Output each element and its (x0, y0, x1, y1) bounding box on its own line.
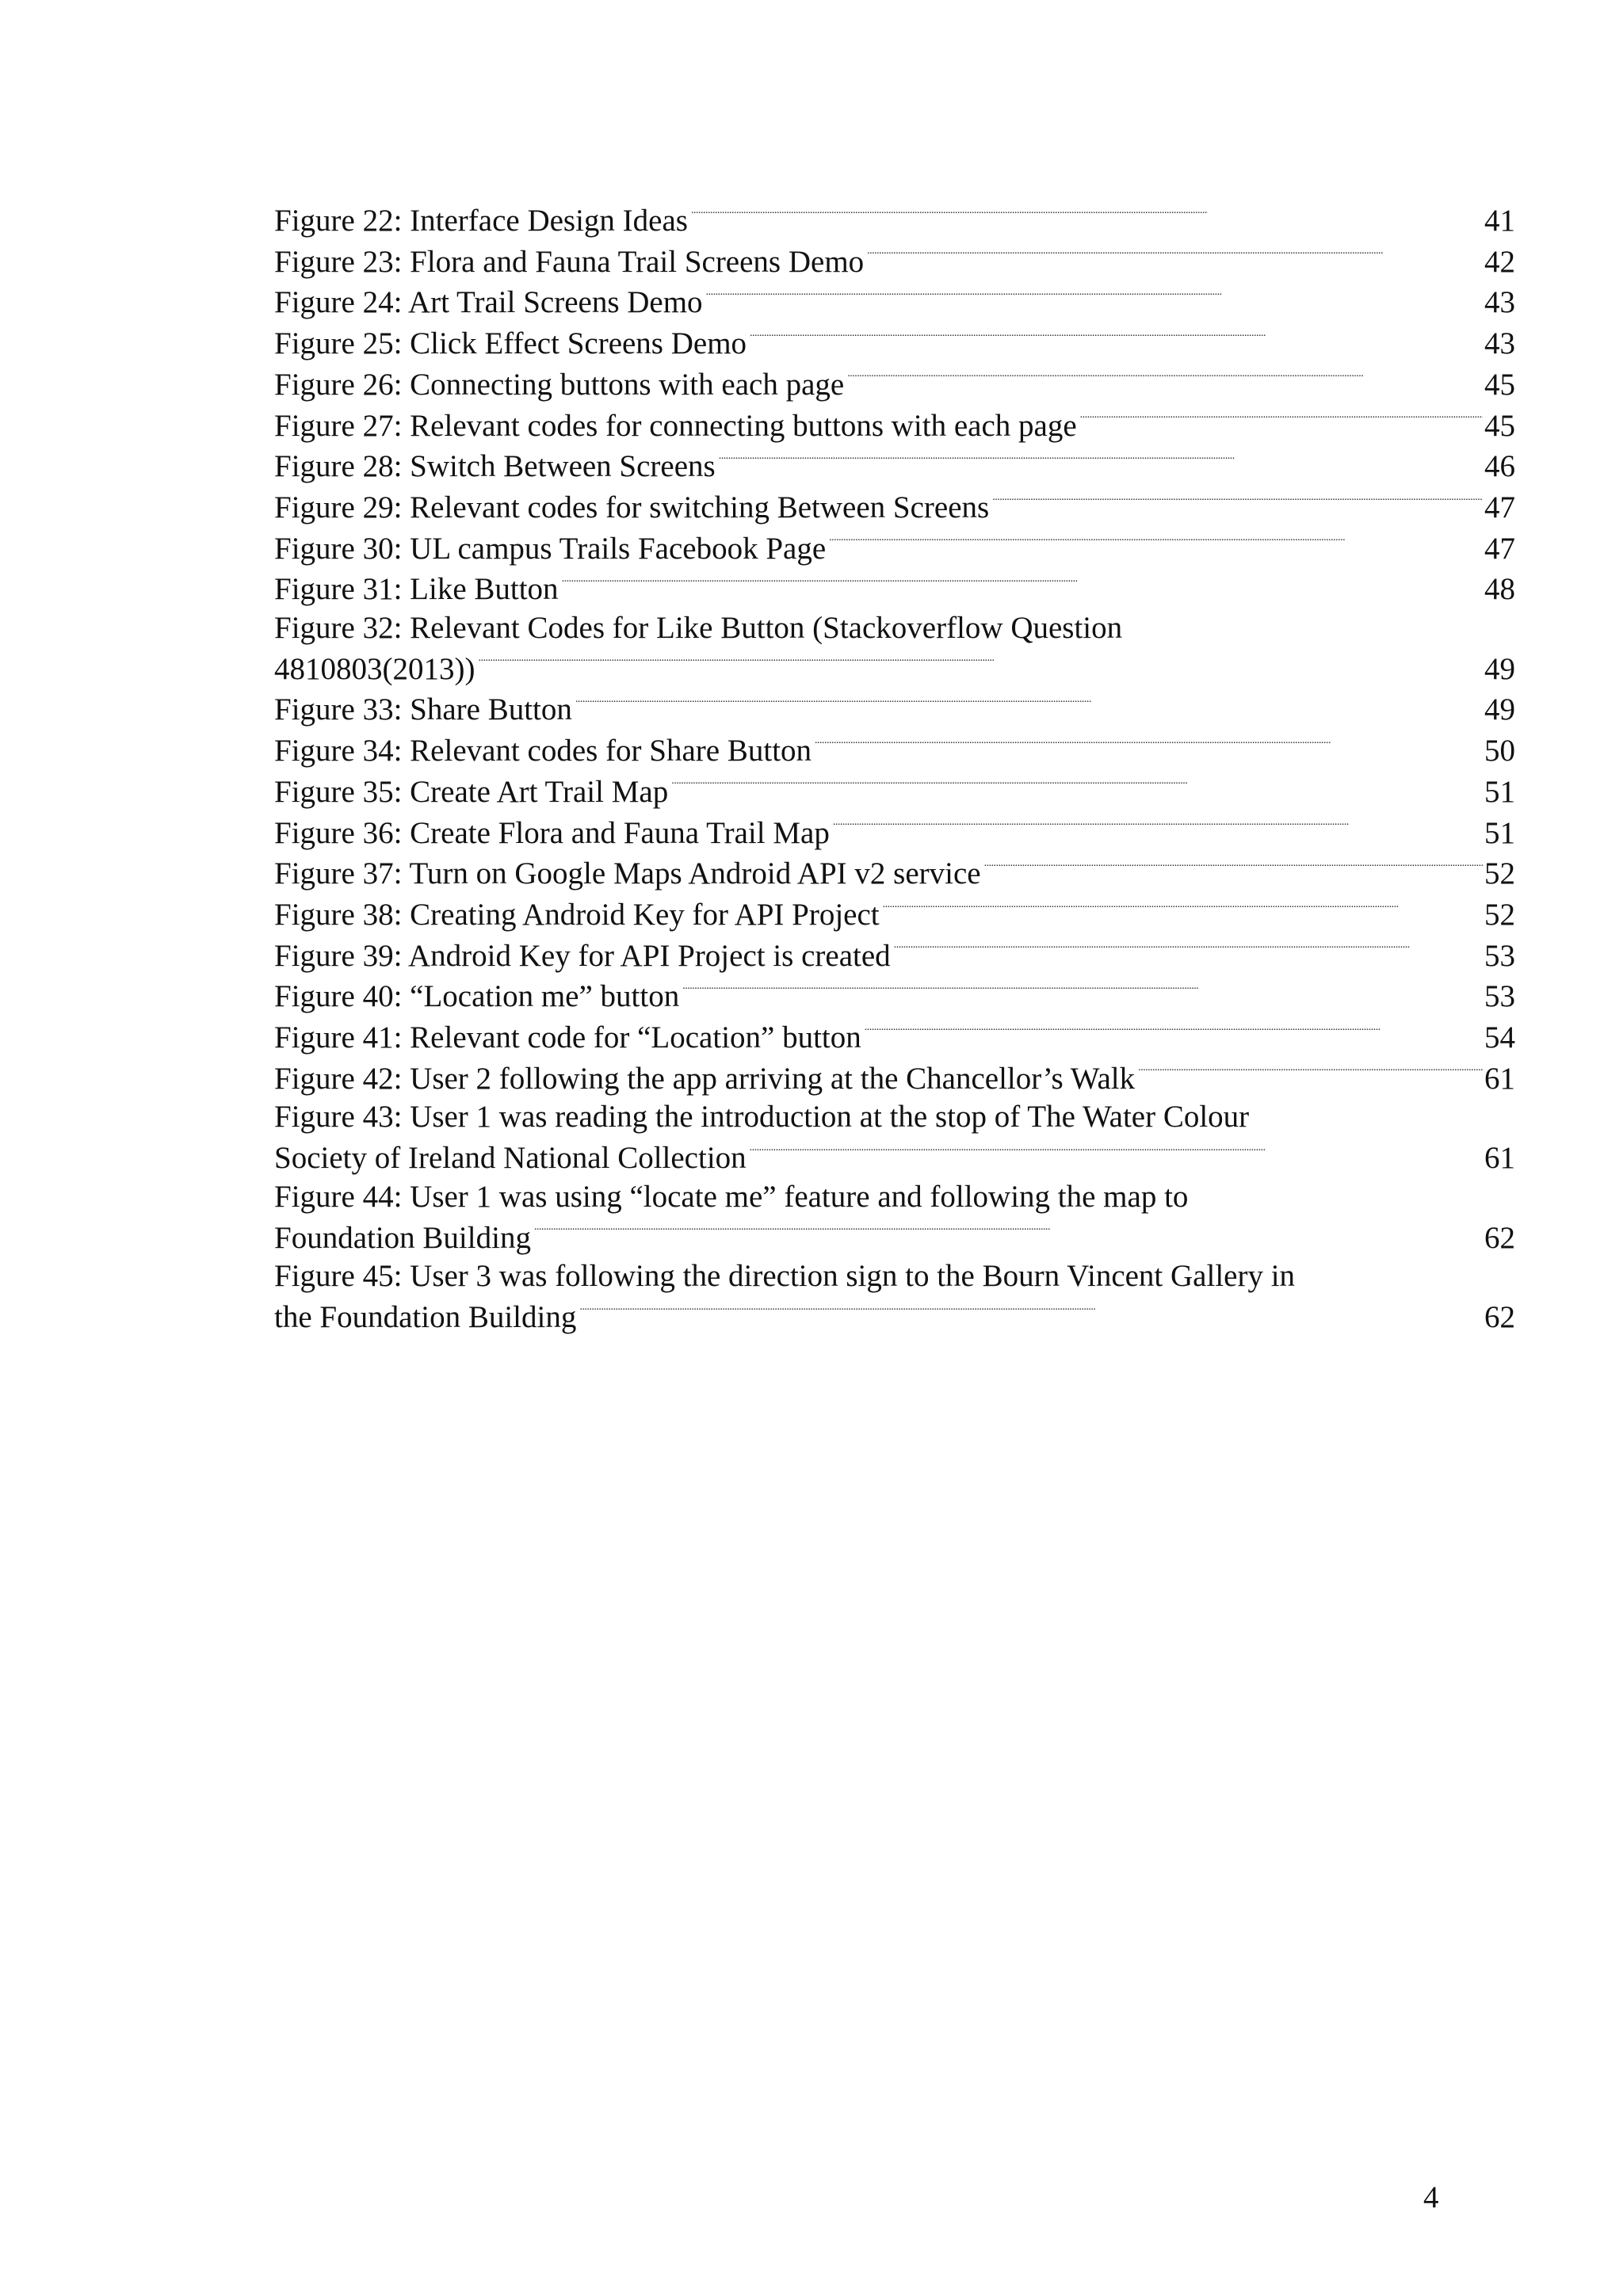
figure-entry (274, 1058, 1515, 1099)
figure-entry-row[interactable] (274, 445, 1515, 486)
figure-entry-title: Figure 24: Art Trail Screens Demo (274, 285, 703, 320)
dot-leader (883, 894, 1483, 925)
figure-entry-page: 47 (1484, 531, 1515, 566)
figure-entry-page: 62 (1484, 1220, 1515, 1255)
figure-entry-row[interactable] (274, 852, 1515, 894)
figure-entry (274, 609, 1515, 688)
dot-leader (671, 771, 1483, 802)
figure-entry-title: 4810803(2013)) (274, 651, 475, 686)
figure-entry-row[interactable] (274, 405, 1515, 446)
dot-leader (992, 486, 1483, 517)
figure-entry-row[interactable] (274, 281, 1515, 322)
dot-leader (1138, 1058, 1483, 1089)
figure-entry-title: Figure 39: Android Key for API Project is created (274, 938, 891, 973)
figure-entry-title: Society of Ireland National Collection (274, 1141, 747, 1176)
figure-entry-page: 53 (1484, 979, 1515, 1014)
figure-entry-page: 48 (1484, 572, 1515, 607)
dot-leader (750, 1137, 1483, 1168)
figure-entry-page: 54 (1484, 1020, 1515, 1055)
figure-entry-title: Figure 36: Create Flora and Fauna Trail Map (274, 815, 830, 850)
figure-entry-row[interactable] (274, 771, 1515, 812)
figure-entry (274, 771, 1515, 812)
dot-leader (478, 648, 1483, 679)
figure-entry-title: Figure 23: Flora and Fauna Trail Screens Demo (274, 244, 865, 279)
figure-entry (274, 445, 1515, 486)
figure-entry-page: 51 (1484, 815, 1515, 850)
figure-entry-row[interactable] (274, 688, 1515, 730)
dot-leader (575, 688, 1483, 719)
figure-entry-row[interactable] (274, 1016, 1515, 1058)
figure-entry (274, 688, 1515, 730)
figure-entry-title: Figure 29: Relevant codes for switching Between Screens (274, 490, 990, 524)
dot-leader (1080, 405, 1483, 436)
figure-entry-title: the Foundation Building (274, 1299, 577, 1334)
figure-entry-page: 47 (1484, 490, 1515, 524)
figure-entry (274, 486, 1515, 528)
figure-entry-page: 61 (1484, 1061, 1515, 1096)
figure-entry-page: 49 (1484, 651, 1515, 686)
figure-entry-title: Figure 42: User 2 following the app arriving at the Chancellor’s Walk (274, 1061, 1136, 1096)
figure-entry-title: Figure 22: Interface Design Ideas (274, 204, 688, 238)
figure-entry (274, 322, 1515, 364)
figure-entry-title: Figure 31: Like Button (274, 572, 559, 607)
figure-entry (274, 528, 1515, 569)
figure-entry-title: Figure 41: Relevant code for “Location” button (274, 1020, 861, 1055)
figure-entry-title: Figure 40: “Location me” button (274, 979, 680, 1014)
figure-entry-title: Figure 28: Switch Between Screens (274, 449, 716, 484)
figure-entry-page: 52 (1484, 897, 1515, 932)
figure-entry-page: 53 (1484, 938, 1515, 973)
figure-entry (274, 894, 1515, 935)
figure-entry-page: 61 (1484, 1141, 1515, 1176)
figure-entry-title: Figure 33: Share Button (274, 692, 572, 727)
dot-leader (833, 812, 1483, 843)
figure-entry (274, 568, 1515, 609)
figure-entry-row[interactable] (274, 486, 1515, 528)
figure-entry-row[interactable] (274, 241, 1515, 282)
dot-leader (867, 241, 1483, 272)
figure-entry-page: 51 (1484, 774, 1515, 809)
figure-entry-title-line: Figure 43: User 1 was reading the introduction at the stop of The Water Colour (274, 1100, 1250, 1135)
figure-entry-row[interactable] (274, 364, 1515, 405)
figure-entry-title: Foundation Building (274, 1220, 531, 1255)
figure-entry (274, 1016, 1515, 1058)
dot-leader (579, 1296, 1483, 1327)
dot-leader (682, 975, 1483, 1006)
figure-entry-row[interactable] (274, 1296, 1515, 1337)
figure-entry-page: 45 (1484, 408, 1515, 443)
dot-leader (750, 322, 1483, 353)
dot-leader (691, 200, 1483, 231)
figure-entry (274, 241, 1515, 282)
dot-leader (984, 852, 1483, 883)
figure-entry-page: 45 (1484, 367, 1515, 402)
dot-leader (894, 935, 1483, 966)
dot-leader (706, 281, 1483, 312)
figure-entry-row[interactable] (274, 1137, 1515, 1178)
figure-entry-title: Figure 25: Click Effect Screens Demo (274, 326, 747, 361)
figure-entry (274, 1257, 1515, 1337)
figure-entry-row[interactable] (274, 322, 1515, 364)
figure-entry-title-line: Figure 44: User 1 was using “locate me” feature and following the map to (274, 1179, 1189, 1214)
dot-leader (815, 730, 1483, 761)
figure-entry (274, 975, 1515, 1016)
figure-entry (274, 1178, 1515, 1257)
figure-entry (274, 730, 1515, 771)
figure-entry-page: 49 (1484, 692, 1515, 727)
figure-entry (274, 852, 1515, 894)
figure-entry-title: Figure 26: Connecting buttons with each page (274, 367, 845, 402)
dot-leader (562, 568, 1483, 599)
figure-entry-row[interactable] (274, 975, 1515, 1016)
figure-entry-row[interactable] (274, 1058, 1515, 1099)
figure-entry-title: Figure 38: Creating Android Key for API Project (274, 897, 880, 932)
figure-entry-row[interactable] (274, 1217, 1515, 1258)
figure-entry-page: 50 (1484, 734, 1515, 769)
figure-entry (274, 200, 1515, 241)
dot-leader (829, 528, 1483, 559)
figure-entry-row[interactable] (274, 730, 1515, 771)
dot-leader (847, 364, 1483, 395)
figure-entry (274, 405, 1515, 446)
figure-entry-row[interactable] (274, 568, 1515, 609)
figure-entry-title-line: Figure 32: Relevant Codes for Like Button (Stackoverflow Question (274, 611, 1123, 646)
figure-entry-page: 62 (1484, 1299, 1515, 1334)
figure-entry (274, 281, 1515, 322)
figure-entry-title: Figure 27: Relevant codes for connecting buttons with each page (274, 408, 1077, 443)
figure-entry-page: 43 (1484, 326, 1515, 361)
figure-entry-row[interactable] (274, 812, 1515, 853)
figure-entry-page: 43 (1484, 285, 1515, 320)
figure-entry-row[interactable] (274, 935, 1515, 976)
figure-entry (274, 1098, 1515, 1177)
figure-entry-row[interactable] (274, 528, 1515, 569)
dot-leader (719, 445, 1483, 476)
list-of-figures (274, 200, 1515, 1337)
figure-entry (274, 812, 1515, 853)
figure-entry-row[interactable] (274, 894, 1515, 935)
figure-entry-row[interactable] (274, 200, 1515, 241)
figure-entry-title: Figure 35: Create Art Trail Map (274, 774, 669, 809)
figure-entry-page: 41 (1484, 204, 1515, 238)
figure-entry-row[interactable] (274, 648, 1515, 689)
figure-entry-page: 46 (1484, 449, 1515, 484)
figure-entry-page: 42 (1484, 244, 1515, 279)
figure-entry-title: Figure 30: UL campus Trails Facebook Page (274, 531, 827, 566)
figure-entry-title-line: Figure 45: User 3 was following the direction sign to the Bourn Vincent Gallery in (274, 1259, 1296, 1294)
figure-entry-page: 52 (1484, 856, 1515, 891)
figure-entry-title: Figure 34: Relevant codes for Share Button (274, 734, 812, 769)
dot-leader (534, 1217, 1483, 1248)
figure-entry (274, 935, 1515, 976)
page-number: 4 (1423, 2180, 1439, 2214)
figure-entry-title: Figure 37: Turn on Google Maps Android API v2 service (274, 856, 981, 891)
dot-leader (865, 1016, 1483, 1047)
figure-entry (274, 364, 1515, 405)
